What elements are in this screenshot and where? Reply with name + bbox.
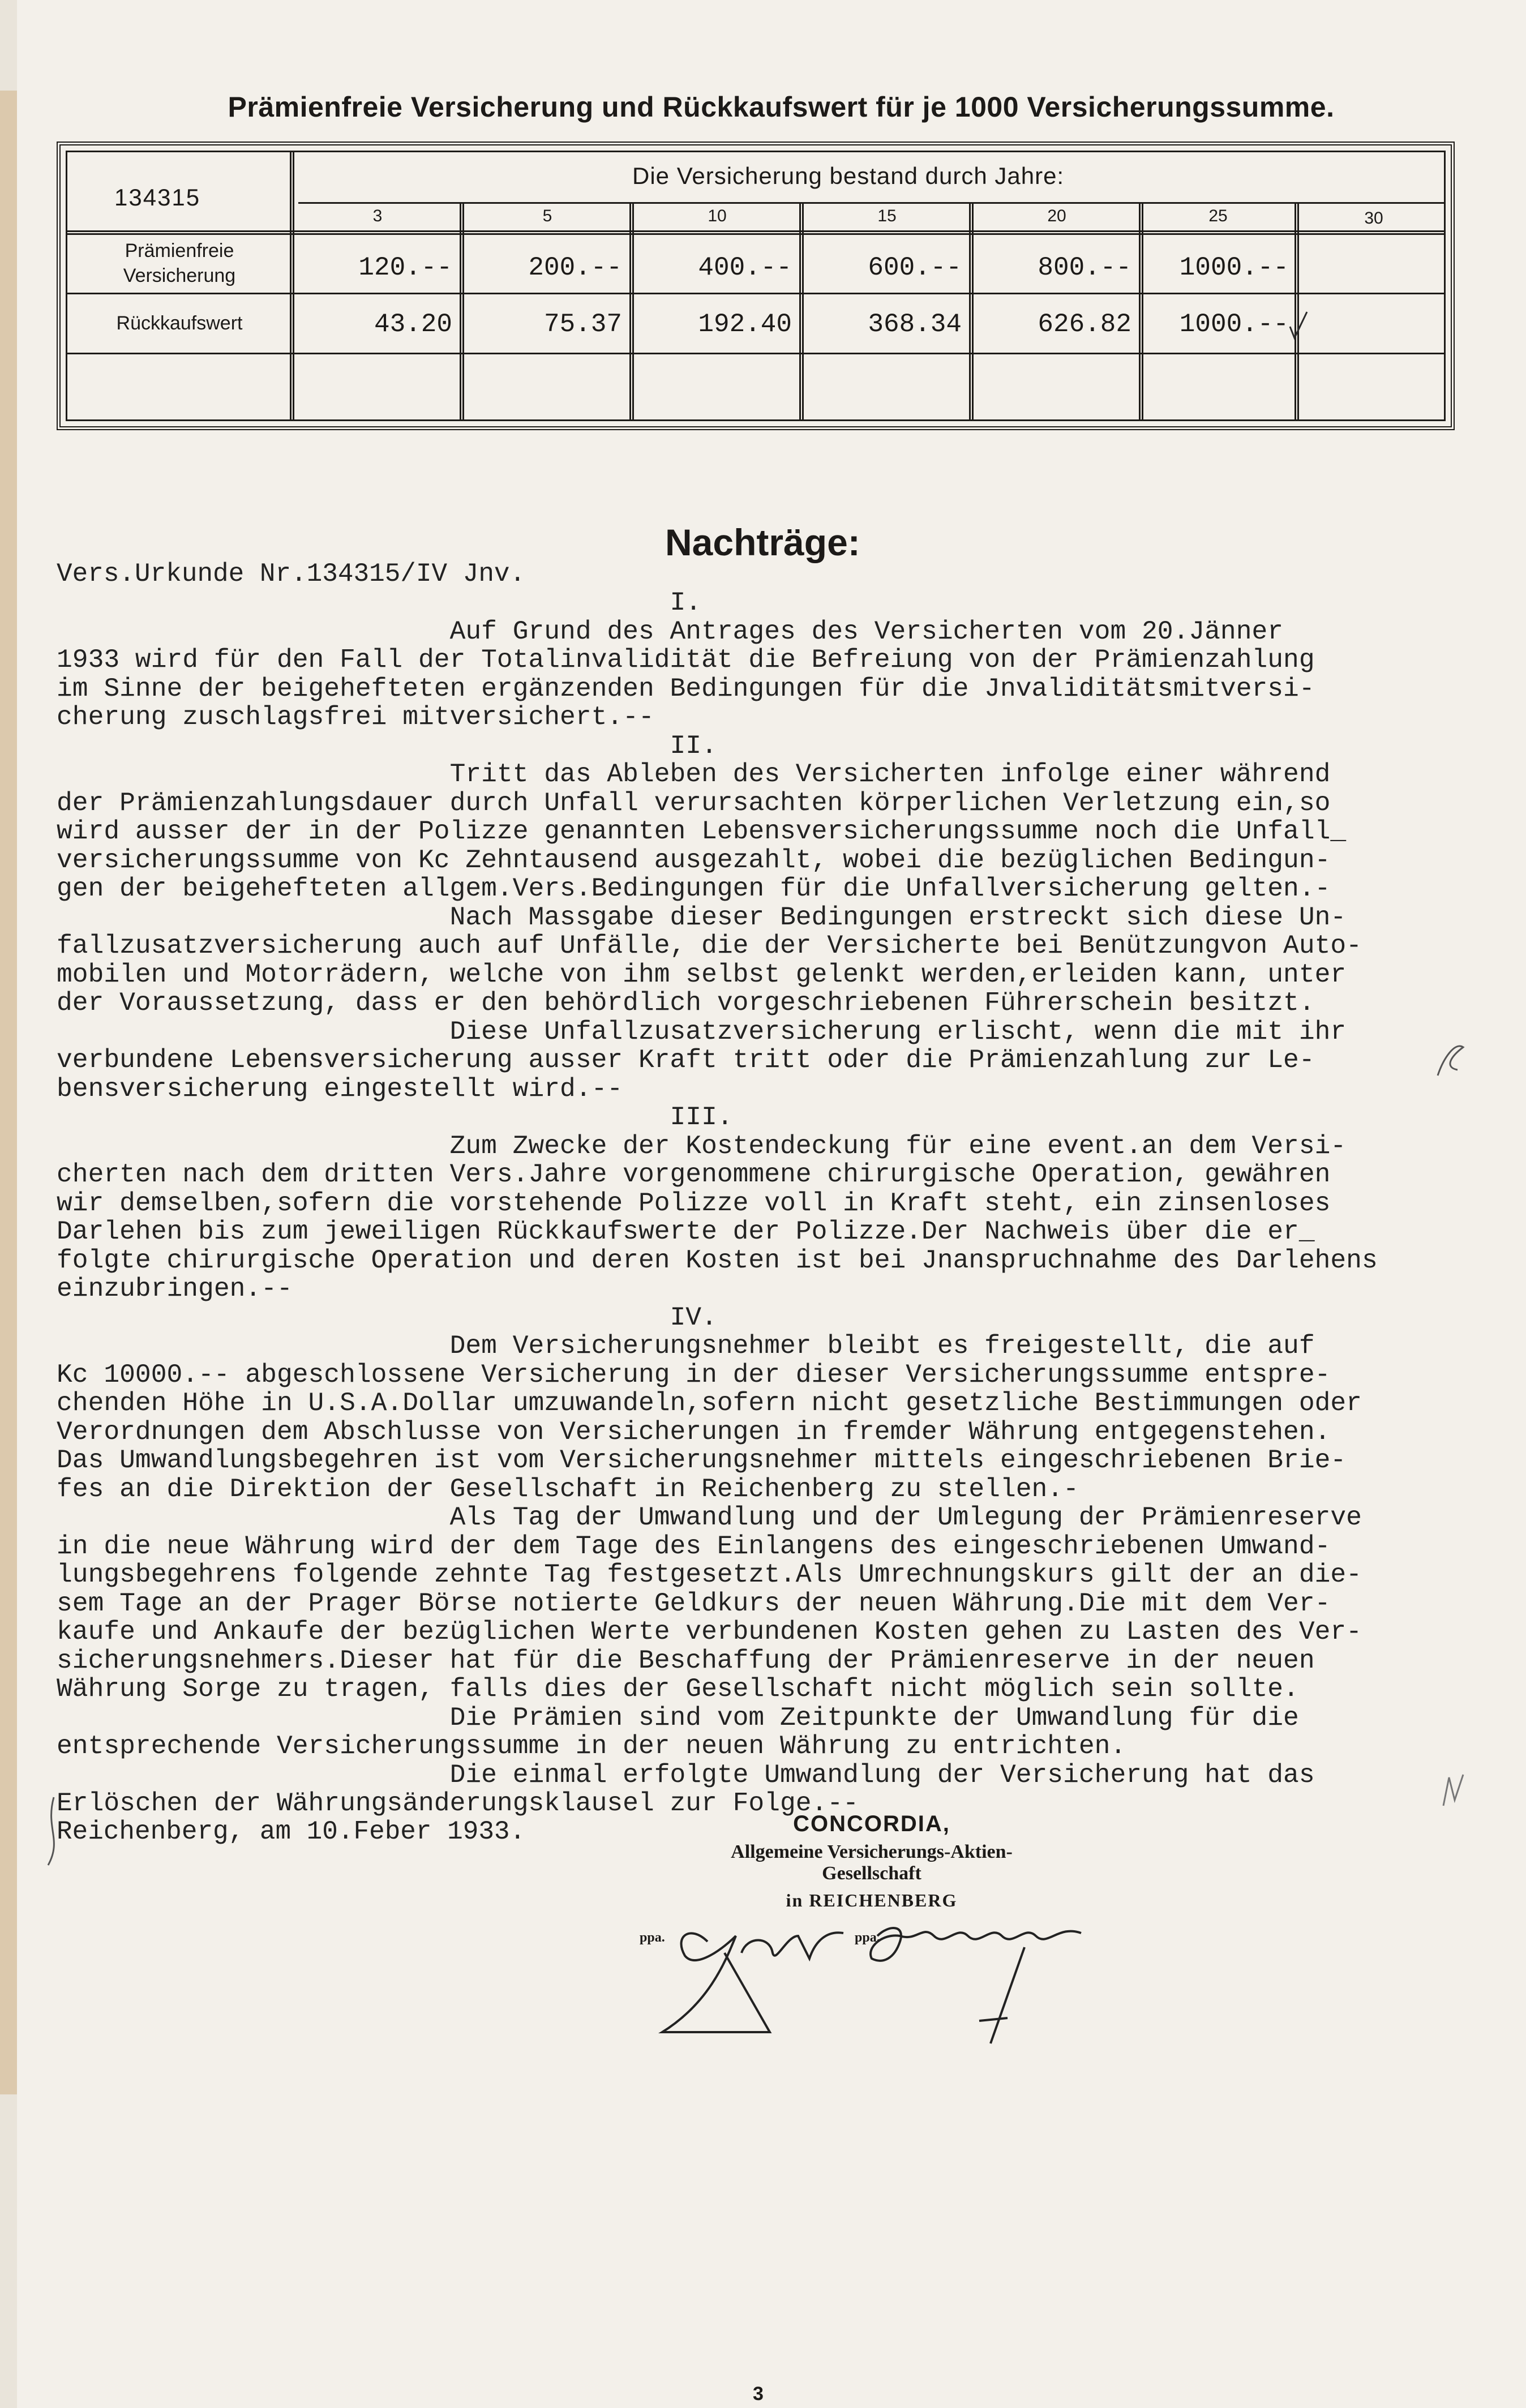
year-header: 30 (1364, 209, 1383, 228)
addenda-line: chenden Höhe in U.S.A.Dollar umzuwandeln,sofern nicht gesetzliche Bestimmungen oder (57, 1388, 1362, 1418)
addenda-line: Tritt das Ableben des Versicherten infolge einer während (57, 759, 1331, 789)
addenda-line: versicherungssumme von Kc Zehntausend ausgezahlt, wobei die bezüglichen Bedingun- (57, 845, 1331, 875)
margin-initial-mark (1438, 1772, 1472, 1811)
addenda-line: III. (57, 1102, 733, 1132)
handwritten-signature (640, 1902, 1126, 2049)
table-line (632, 202, 634, 421)
addenda-line: in die neue Währung wird der dem Tage des Einlangens des eingeschriebenen Umwand- (57, 1531, 1331, 1561)
table-heading: Prämienfreie Versicherung und Rückkaufswert für je 1000 Versicherungssumme. (228, 91, 1335, 123)
addenda-line: Darlehen bis zum jeweiligen Rückkaufswerte der Polizze.Der Nachweis über die er_ (57, 1216, 1315, 1246)
addenda-line: II. (57, 730, 717, 761)
addenda-line: kaufe und Ankaufe der bezüglichen Werte verbundenen Kosten gehen zu Lasten des Ver- (57, 1617, 1362, 1647)
addenda-line: cherten nach dem dritten Vers.Jahre vorgenommene chirurgische Operation, gewähren (57, 1159, 1331, 1189)
table-line (629, 202, 631, 421)
addenda-line: Nach Massgabe dieser Bedingungen erstreckt sich diese Un- (57, 902, 1347, 932)
table-cell: 600.-- (868, 253, 962, 282)
table-cell: 1000.-- (1179, 310, 1289, 339)
addenda-line: mobilen und Motorrädern, welche von ihm selbst gelenkt werden,erleiden kann, unter (57, 959, 1347, 989)
addenda-line: Kc 10000.-- abgeschlossene Versicherung in der dieser Versicherungssumme entspre- (57, 1359, 1331, 1390)
document-page (17, 0, 1526, 2408)
addenda-line: Währung Sorge zu tragen, falls dies der Gesellschaft nicht möglich sein sollte. (57, 1674, 1299, 1704)
year-header: 5 (542, 207, 552, 225)
table-cell: 1000.-- (1179, 253, 1289, 282)
addenda-line: gen der beigehefteten allgem.Vers.Bedingungen für die Unfallversicherung gelten.- (57, 873, 1331, 903)
addenda-line: Als Tag der Umwandlung und der Umlegung der Prämienreserve (57, 1502, 1362, 1532)
addenda-line: wir demselben,sofern die vorstehende Polizze voll in Kraft steht, ein zinsenloses (57, 1188, 1331, 1218)
paper-edge (0, 91, 17, 2094)
check-mark (1289, 310, 1311, 344)
addenda-line: lungsbegehrens folgende zehnte Tag festgesetzt.Als Umrechnungskurs gilt der an die- (57, 1559, 1362, 1589)
page-number: 3 (753, 2383, 764, 2405)
table-cell: 192.40 (698, 310, 792, 339)
table-cell: 120.-- (358, 253, 452, 282)
table-cell: 626.82 (1038, 310, 1131, 339)
addenda-line: Erlöschen der Währungsänderungsklausel zur Folge.-- (57, 1788, 859, 1818)
table-line (66, 353, 1445, 354)
addenda-line: Die einmal erfolgte Umwandlung der Versicherung hat das (57, 1759, 1315, 1790)
table-line (802, 202, 804, 421)
addenda-line: wird ausser der in der Polizze genannten Lebensversicherungssumme noch die Unfall_ (57, 816, 1347, 846)
surrender-value-table (57, 142, 1455, 430)
addenda-line: sicherungsnehmers.Dieser hat für die Beschaffung der Prämienreserve in der neuen (57, 1645, 1315, 1676)
addenda-line: fes an die Direktion der Gesellschaft in Reichenberg zu stellen.- (57, 1473, 1079, 1504)
company-name: CONCORDIA, (793, 1811, 950, 1836)
table-cell: 400.-- (698, 253, 792, 282)
addenda-line: Zum Zwecke der Kostendeckung für eine event.an dem Versi- (57, 1130, 1347, 1161)
addenda-line: verbundene Lebensversicherung ausser Kraft tritt oder die Prämienzahlung zur Le- (57, 1045, 1315, 1075)
table-line (462, 202, 464, 421)
row-label-premium-free: Prämienfreie Versicherung (123, 240, 236, 286)
years-group-label: Die Versicherung bestand durch Jahre: (632, 162, 1065, 189)
addenda-line: sem Tage an der Prager Börse notierte Geldkurs der neuen Währung.Die mit dem Ver- (57, 1588, 1331, 1618)
policy-reference: Vers.Urkunde Nr.134315/IV Jnv. (57, 559, 526, 589)
margin-initial-mark (1432, 1036, 1472, 1081)
addenda-line: einzubringen.-- (57, 1274, 293, 1304)
addenda-line: entsprechende Versicherungssumme in der neuen Währung zu entrichten. (57, 1731, 1126, 1761)
table-cell: 200.-- (528, 253, 622, 282)
ppa-label-left: ppa. (640, 1930, 665, 1945)
company-subtitle: Allgemeine Versicherungs-Aktien-Gesellschaft (731, 1841, 1013, 1884)
table-cell: 368.34 (868, 310, 962, 339)
addenda-line: Auf Grund des Antrages des Versicherten vom 20.Jänner (57, 616, 1284, 646)
policy-number: 134315 (114, 184, 201, 211)
table-line (293, 151, 294, 421)
company-city: in REICHENBERG (786, 1890, 958, 1910)
addenda-line: IV. (57, 1302, 717, 1332)
table-line (66, 233, 1445, 235)
table-line (972, 202, 974, 421)
addenda-line: 1933 wird für den Fall der Totalinvalidität die Befreiung von der Prämienzahlung (57, 645, 1315, 675)
year-header: 20 (1047, 207, 1066, 225)
table-line (1139, 202, 1141, 421)
addenda-line: Verordnungen dem Abschlusse von Versicherungen in fremder Währung entgegenstehen. (57, 1416, 1331, 1447)
addenda-title: Nachträge: (665, 521, 860, 563)
addenda-line: folgte chirurgische Operation und deren Kosten ist bei Jnanspruchnahme des Darlehens (57, 1245, 1378, 1275)
year-header: 15 (877, 207, 897, 225)
row-label-surrender-value: Rückkaufswert (116, 312, 243, 334)
addenda-line: der Prämienzahlungsdauer durch Unfall verursachten körperlichen Verletzung ein,so (57, 787, 1331, 818)
table-line (460, 202, 461, 421)
table-line (1142, 202, 1143, 421)
addenda-line: I. (57, 588, 702, 618)
addenda-line: Das Umwandlungsbegehren ist vom Versicherungsnehmer mittels eingeschriebenen Brie- (57, 1445, 1347, 1475)
ppa-label-right: ppa. (855, 1930, 880, 1945)
place-date: Reichenberg, am 10.Feber 1933. (57, 1817, 526, 1846)
table-line (66, 293, 1445, 294)
addenda-line: im Sinne der beigehefteten ergänzenden Bedingungen für die Jnvaliditätsmitversi- (57, 673, 1315, 704)
addenda-line: fallzusatzversicherung auch auf Unfälle, die der Versicherte bei Benützungvon Auto- (57, 931, 1362, 961)
table-line (799, 202, 801, 421)
addenda-line: Die Prämien sind vom Zeitpunkte der Umwandlung für die (57, 1702, 1299, 1733)
addenda-line: Dem Versicherungsnehmer bleibt es freigestellt, die auf (57, 1331, 1315, 1361)
table-cell: 75.37 (543, 310, 622, 339)
company-stamp (685, 1811, 1058, 1911)
year-header: 10 (708, 207, 727, 225)
table-cell: 43.20 (374, 310, 452, 339)
addenda-line: der Voraussetzung, dass er den behördlich vorgeschriebenen Führerschein besitzt. (57, 988, 1315, 1018)
addenda-line: cherung zuschlagsfrei mitversichert.-- (57, 702, 654, 732)
table-line (969, 202, 971, 421)
table-line (66, 230, 1445, 232)
table-line (290, 151, 292, 421)
year-header: 25 (1208, 207, 1228, 225)
addenda-line: Diese Unfallzusatzversicherung erlischt, wenn die mit ihr (57, 1016, 1347, 1047)
table-line (298, 202, 1445, 204)
addenda-line: bensversicherung eingestellt wird.-- (57, 1073, 623, 1104)
year-header: 3 (372, 207, 383, 225)
table-cell: 800.-- (1038, 253, 1131, 282)
